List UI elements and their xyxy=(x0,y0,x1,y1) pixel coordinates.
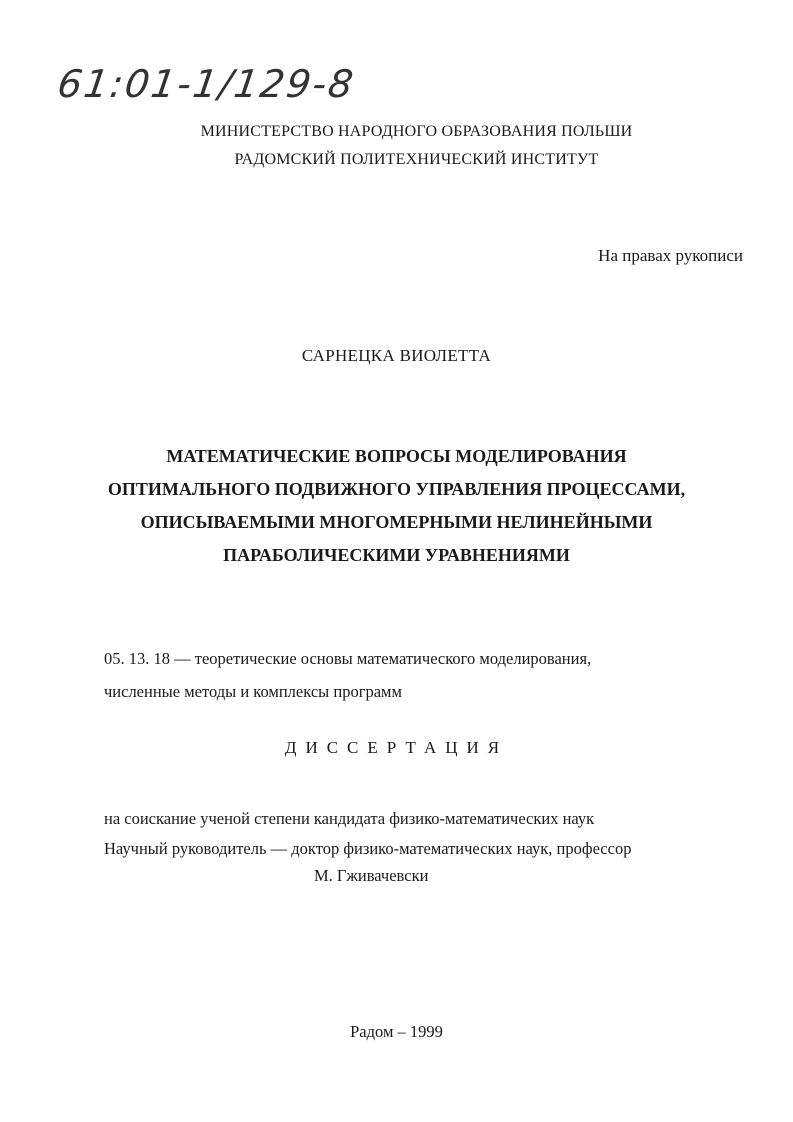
handwritten-catalog-code: 61:01-1/129-8 xyxy=(54,62,358,106)
degree-line: на соискание ученой степени кандидата физико-математических наук xyxy=(104,809,595,828)
advisor-name: М. Гживачевски xyxy=(314,866,429,885)
dissertation-label: ДИССЕРТАЦИЯ xyxy=(284,738,509,757)
degree-block xyxy=(104,804,631,864)
advisor-line: Научный руководитель — доктор физико-математических наук, профессор xyxy=(104,839,632,858)
title-line: ОПИСЫВАЕМЫМИ МНОГОМЕРНЫМИ НЕЛИНЕЙНЫМИ xyxy=(140,512,653,532)
title-line: ОПТИМАЛЬНОГО ПОДВИЖНОГО УПРАВЛЕНИЯ ПРОЦЕССАМИ, xyxy=(107,479,686,499)
city-year: Радом – 1999 xyxy=(350,1022,443,1041)
rights-note: На правах рукописи xyxy=(598,246,743,265)
author-name: САРНЕЦКА ВИОЛЕТТА xyxy=(301,346,492,365)
dissertation-title xyxy=(0,440,793,572)
title-line: ПАРАБОЛИЧЕСКИМИ УРАВНЕНИЯМИ xyxy=(223,545,570,565)
specialty-line: 05. 13. 18 — теоретические основы математического моделирования, xyxy=(104,649,592,668)
ministry-name: МИНИСТЕРСТВО НАРОДНОГО ОБРАЗОВАНИЯ ПОЛЬШИ xyxy=(200,123,633,140)
specialty-line: численные методы и комплексы программ xyxy=(104,682,402,701)
institute-name: РАДОМСКИЙ ПОЛИТЕХНИЧЕСКИЙ ИНСТИТУТ xyxy=(234,151,599,168)
specialty-block xyxy=(104,642,591,708)
title-line: МАТЕМАТИЧЕСКИЕ ВОПРОСЫ МОДЕЛИРОВАНИЯ xyxy=(166,446,627,466)
